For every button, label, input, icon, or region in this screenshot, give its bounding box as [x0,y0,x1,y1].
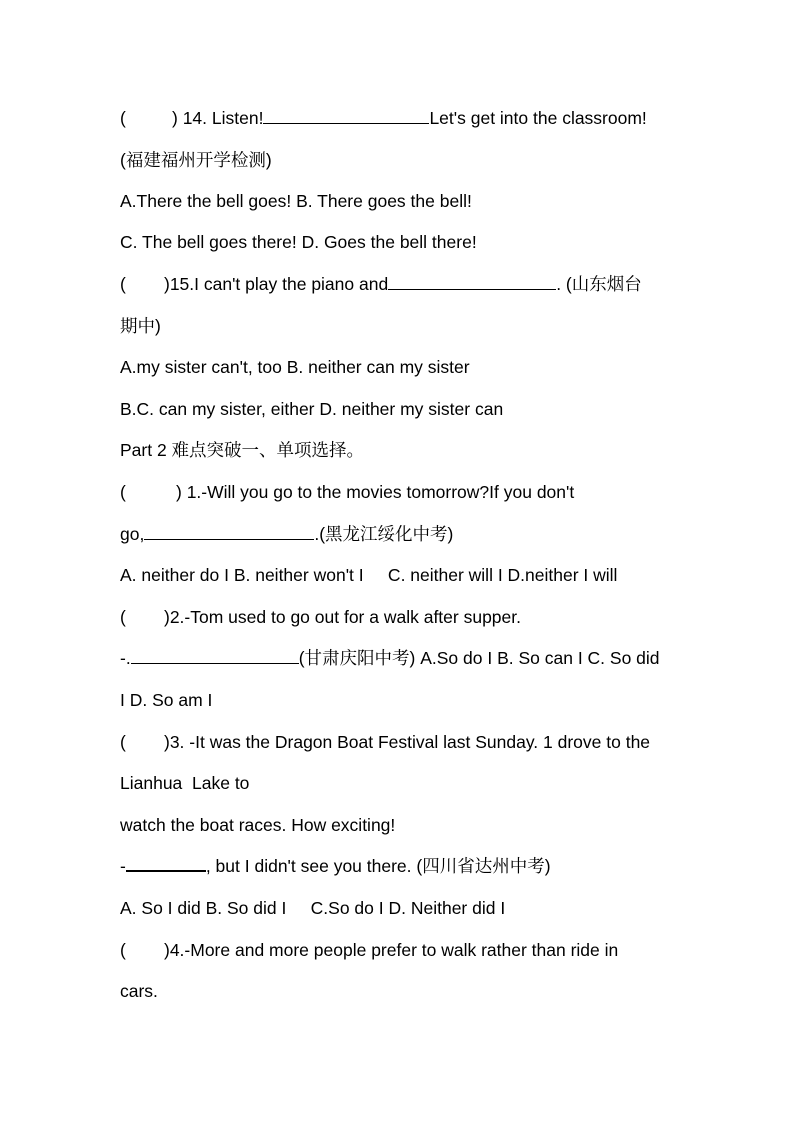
fill-blank[interactable] [126,855,206,872]
p2-source-options: (甘肃庆阳中考) A.So do I B. So can I C. So did [298,648,660,668]
p2-stem [120,606,675,628]
q15-prompt: )15.I can't play the piano and [164,274,389,294]
fill-blank[interactable] [263,108,429,124]
q14-prompt: ) 14. Listen! [172,108,264,128]
q15-source-cont: 期中) [120,316,161,336]
p3-reply-text: , but I didn't see you there. (四川省达州中考) [205,856,551,876]
p1-prompt: ) 1.-Will you go to the movies tomorrow?If you don't [176,482,575,502]
p3-dash: - [120,856,126,876]
p3-stem [120,731,675,753]
q14-source: (福建福州开学检测) [120,150,272,170]
p2-prompt: )2.-Tom used to go out for a walk after supper. [164,607,521,627]
q15-after: . (山东烟台 [556,274,642,294]
q15-stem [120,273,675,295]
p1-options: A. neither do I B. neither won't I C. neither will I D.neither I will [120,565,618,585]
p3-stem-line2: Lianhua Lake to [120,773,250,793]
p2-dash: -. [120,648,131,668]
answer-blank[interactable]: ( [120,940,126,960]
section-heading: Part 2 难点突破一、单项选择。 [120,440,365,460]
answer-blank[interactable]: ( [120,108,126,128]
p2-reply [120,647,675,669]
q14-options-cd: C. The bell goes there! D. Goes the bell there! [120,232,477,252]
p4-stem-cont: cars. [120,981,158,1001]
p3-options: A. So I did B. So did I C.So do I D. Neither did I [120,898,506,918]
p3-reply [120,855,675,877]
p1-go: go, [120,524,145,544]
answer-blank[interactable]: ( [120,607,126,627]
p3-prompt: )3. -It was the Dragon Boat Festival last Sunday. 1 drove to the [164,732,651,752]
q15-options-ab: A.my sister can't, too B. neither can my sister [120,357,470,377]
q14-options-ab: A.There the bell goes! B. There goes the bell! [120,191,472,211]
fill-blank[interactable] [131,648,299,664]
p1-stem-cont [120,523,675,545]
fill-blank[interactable] [144,524,314,540]
q14-after: Let's get into the classroom! [429,108,647,128]
p2-options-cont: I D. So am I [120,690,213,710]
p4-prompt: )4.-More and more people prefer to walk rather than ride in [164,940,619,960]
fill-blank[interactable] [388,274,556,290]
p3-stem-line3: watch the boat races. How exciting! [120,815,396,835]
q15-options-cd: B.C. can my sister, either D. neither my sister can [120,399,504,419]
p1-source: .(黑龙江绥化中考) [314,524,454,544]
q14-stem [120,107,675,129]
p4-stem [120,939,675,961]
answer-blank[interactable]: ( [120,482,126,502]
answer-blank[interactable]: ( [120,732,126,752]
answer-blank[interactable]: ( [120,274,126,294]
p1-stem [120,481,675,503]
